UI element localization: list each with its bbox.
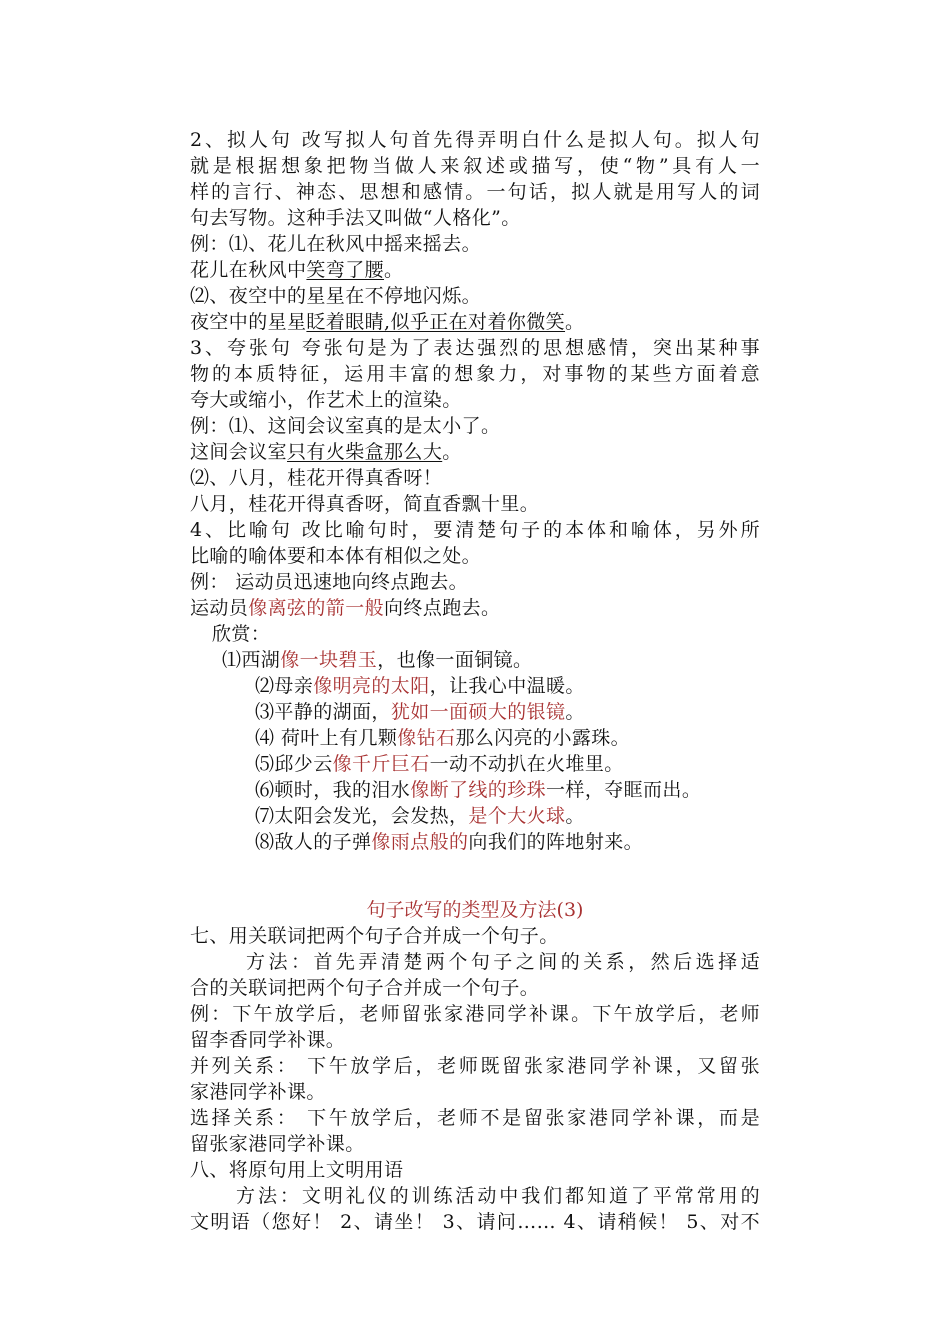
sec2-line-2: 就是根据想象把物当做人来叙述或描写，使“物”具有人一 bbox=[190, 155, 760, 177]
simile-item-2: ⑵母亲像明亮的太阳，让我心中温暖。 bbox=[255, 675, 585, 697]
sec3-line-2: 物的本质特征，运用丰富的想象力，对事物的某些方面着意 bbox=[190, 363, 760, 385]
sec2-example-1: 例：⑴、花儿在秋风中摇来摇去。 bbox=[190, 233, 482, 255]
sec2-example-2: ⑵、夜空中的星星在不停地闪烁。 bbox=[190, 285, 482, 307]
underlined-phrase: 眨着眼睛,似乎正在对着你微笑 bbox=[306, 311, 566, 333]
sec4-line-2: 比喻的喻体要和本体有相似之处。 bbox=[190, 545, 482, 567]
sec3-example-1-answer: 这间会议室只有火柴盒那么大。 bbox=[190, 441, 462, 463]
simile-item-5: ⑸邱少云像千斤巨石一动不动扒在火堆里。 bbox=[255, 753, 624, 775]
simile-item-1: ⑴西湖像一块碧玉，也像一面铜镜。 bbox=[222, 649, 533, 671]
method-8-line-1: 方法：文明礼仪的训练活动中我们都知道了平常常用的 bbox=[236, 1185, 760, 1207]
sec4-example: 例： 运动员迅速地向终点跑去。 bbox=[190, 571, 469, 593]
sec2-line-3: 样的言行、神态、思想和感情。一句话，拟人就是用写人的词 bbox=[190, 181, 760, 203]
sec4-line-1: 4、比喻句 改比喻句时，要清楚句子的本体和喻体，另外所 bbox=[190, 519, 760, 541]
method-7-line-2: 合的关联词把两个句子合并成一个句子。 bbox=[190, 977, 540, 999]
simile-item-8: ⑻敌人的子弹像雨点般的向我们的阵地射来。 bbox=[255, 831, 644, 853]
parallel-line-1: 并列关系： 下午放学后，老师既留张家港同学补课，又留张 bbox=[190, 1055, 760, 1077]
sec3-line-3: 夸大或缩小，作艺术上的渲染。 bbox=[190, 389, 462, 411]
parallel-line-2: 家港同学补课。 bbox=[190, 1081, 326, 1103]
underlined-phrase: 只有火柴盒那么大 bbox=[287, 441, 443, 463]
choice-line-2: 留张家港同学补课。 bbox=[190, 1133, 365, 1155]
simile-item-3: ⑶平静的湖面，犹如一面硕大的银镜。 bbox=[255, 701, 585, 723]
sec3-example-2-answer: 八月，桂花开得真香呀，简直香飘十里。 bbox=[190, 493, 540, 515]
simile-item-6: ⑹顿时，我的泪水像断了线的珍珠一样，夺眶而出。 bbox=[255, 779, 702, 801]
sec3-line-1: 3、夸张句 夸张句是为了表达强烈的思想感情，突出某种事 bbox=[190, 337, 760, 359]
underlined-phrase: 笑弯了腰 bbox=[306, 259, 385, 281]
heading-7: 七、用关联词把两个句子合并成一个句子。 bbox=[190, 925, 559, 947]
simile-item-7: ⑺太阳会发光，会发热，是个大火球。 bbox=[255, 805, 585, 827]
sec2-line-4: 句去写物。这种手法又叫做“人格化”。 bbox=[190, 207, 521, 229]
sec3-example-1: 例：⑴、这间会议室真的是太小了。 bbox=[190, 415, 501, 437]
method-7-line-1: 方法：首先弄清楚两个句子之间的关系，然后选择适 bbox=[246, 951, 760, 973]
heading-8: 八、将原句用上文明用语 bbox=[190, 1159, 404, 1181]
appreciate-label: 欣赏： bbox=[212, 623, 271, 645]
choice-line-1: 选择关系： 下午放学后，老师不是留张家港同学补课，而是 bbox=[190, 1107, 760, 1129]
sec2-example-1-answer: 花儿在秋风中笑弯了腰。 bbox=[190, 259, 404, 281]
sec4-example-answer: 运动员像离弦的箭一般向终点跑去。 bbox=[190, 597, 501, 619]
example-7-line-2: 留李香同学补课。 bbox=[190, 1029, 346, 1051]
sec2-line-1: 2、拟人句 改写拟人句首先得弄明白什么是拟人句。拟人句 bbox=[190, 129, 760, 151]
highlighted-phrase: 像离弦的箭一般 bbox=[248, 597, 385, 619]
method-8-line-2: 文明语（您好！ 2、请坐！ 3、请问…… 4、请稍候！ 5、对不 bbox=[190, 1211, 760, 1233]
sec3-example-2: ⑵、八月，桂花开得真香呀！ bbox=[190, 467, 443, 489]
simile-item-4: ⑷ 荷叶上有几颗像钻石那么闪亮的小露珠。 bbox=[255, 727, 631, 749]
section-title: 句子改写的类型及方法(3) bbox=[366, 899, 584, 921]
example-7-line-1: 例：下午放学后，老师留张家港同学补课。下午放学后，老师 bbox=[190, 1003, 760, 1025]
sec2-example-2-answer: 夜空中的星星眨着眼睛,似乎正在对着你微笑。 bbox=[190, 311, 585, 333]
